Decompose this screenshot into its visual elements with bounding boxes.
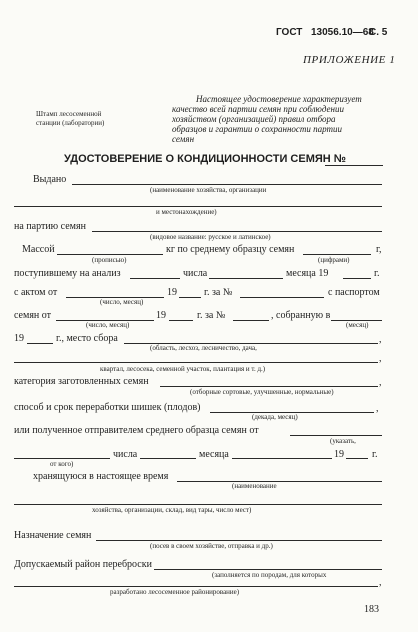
collection-place-field-2[interactable] xyxy=(14,362,378,363)
storage-hint-2: хозяйства, организации, склад, вид тары, число мест) xyxy=(92,506,252,514)
certificate-number-field[interactable] xyxy=(325,165,383,166)
date-year-prefix: 19 xyxy=(334,449,344,460)
region-hint-2: разработано лесосеменное районирование) xyxy=(110,588,240,596)
purpose-label: Назначение семян xyxy=(14,530,92,541)
batch-field[interactable] xyxy=(92,231,382,232)
collection-year-prefix: 19 xyxy=(14,333,24,344)
gost-label: ГОСТ xyxy=(276,27,303,38)
sender-field[interactable] xyxy=(290,435,382,436)
note-line-1: Настоящее удостоверение характеризует xyxy=(196,94,362,104)
region-hint-1: (заполняется по породам, для которых xyxy=(212,571,327,579)
appendix-title: ПРИЛОЖЕНИЕ 1 xyxy=(303,54,396,66)
storage-hint-1: (наименование xyxy=(232,482,277,490)
seeds-number-label: г. за № xyxy=(197,310,226,321)
seeds-number-field[interactable] xyxy=(233,320,269,321)
category-hint: (отборные сортовые, улучшенные, нормальные) xyxy=(190,388,334,396)
collection-place-hint-2: квартал, лесосека, семенной участок, плантация и т. д.) xyxy=(100,365,266,373)
purpose-field[interactable] xyxy=(96,540,382,541)
purpose-hint: (посев в своем хозяйстве, отправка и др.) xyxy=(150,542,273,550)
collection-year-field[interactable] xyxy=(27,343,53,344)
category-field[interactable] xyxy=(160,386,378,387)
batch-label: на партию семян xyxy=(14,221,86,232)
seeds-collected-label: , собранную в xyxy=(271,310,331,321)
page-label: С. 5 xyxy=(369,27,388,38)
date-month-label: месяца xyxy=(199,449,229,460)
stamp-line-1: Штамп лесосеменной xyxy=(36,110,102,118)
date-year-field[interactable] xyxy=(346,458,368,459)
received-day-field[interactable] xyxy=(130,278,180,279)
issued-field[interactable] xyxy=(72,184,382,185)
seeds-year-field[interactable] xyxy=(169,320,193,321)
date-blank-field[interactable] xyxy=(232,458,332,459)
region-label: Допускаемый район переброски xyxy=(14,559,152,570)
stamp-line-2: станции (лаборатории) xyxy=(36,119,105,127)
mass-mid-label: кг по среднему образцу семян xyxy=(166,244,295,255)
sender-label: или полученное отправителем среднего образца семян от xyxy=(14,425,259,436)
received-day-label: числа xyxy=(183,268,208,279)
mass-hint-digits: (цифрами) xyxy=(318,256,350,264)
date-year-suffix: г. xyxy=(372,449,378,460)
mass-hint-words: (прописью) xyxy=(92,256,127,264)
sender-hint-2: от кого) xyxy=(50,460,74,468)
sender-hint: (указать, xyxy=(330,437,356,445)
date-day-label: числа xyxy=(113,449,138,460)
act-number-label: г. за № xyxy=(204,287,233,298)
seeds-year-label: 19 xyxy=(156,310,166,321)
received-year-label: г. xyxy=(374,268,380,279)
note-line-2: качество всей партии семян при соблюдении xyxy=(172,104,344,114)
mass-digits-field[interactable] xyxy=(303,254,371,255)
issued-field-2[interactable] xyxy=(14,206,382,207)
standard-number: 13056.10—68 xyxy=(311,27,374,38)
date-month-field[interactable] xyxy=(140,458,196,459)
received-label: поступившему на анализ xyxy=(14,268,121,279)
region-field[interactable] xyxy=(154,569,382,570)
note-line-3: хозяйством (организацией) правил отбора xyxy=(172,114,336,124)
seeds-hint-date: (число, месяц) xyxy=(86,321,130,329)
storage-label: хранящуюся в настоящее время xyxy=(33,471,169,482)
region-field-2[interactable] xyxy=(14,586,378,587)
date-day-field[interactable] xyxy=(14,458,110,459)
act-year-field[interactable] xyxy=(179,297,201,298)
received-year-field[interactable] xyxy=(343,278,371,279)
received-month-field[interactable] xyxy=(209,278,283,279)
note-line-5: семян xyxy=(172,134,195,144)
received-month-label: месяца 19 xyxy=(286,268,329,279)
act-label: с актом от xyxy=(14,287,58,298)
mass-words-field[interactable] xyxy=(57,254,163,255)
note-line-4: образцов и гарантии о сохранности партии xyxy=(172,124,343,134)
issued-label: Выдано xyxy=(33,174,67,185)
storage-field[interactable] xyxy=(177,481,382,482)
processing-hint: (декада, месяц) xyxy=(252,413,298,421)
seeds-from-label: семян от xyxy=(14,310,52,321)
mass-end-label: г, xyxy=(376,244,382,255)
issued-hint-2: и местонахождение) xyxy=(156,208,217,216)
collection-place-label: г., место сбора xyxy=(56,333,118,344)
act-passport-label: с паспортом xyxy=(328,287,380,298)
issued-hint-1: (наименование хозяйства, организации xyxy=(150,186,267,194)
storage-field-2[interactable] xyxy=(14,504,382,505)
page-number: 183 xyxy=(364,604,379,615)
act-year-label: 19 xyxy=(167,287,177,298)
processing-label: способ и срок переработки шишек (плодов) xyxy=(14,402,201,413)
batch-hint: (видовое название: русское и латинское) xyxy=(150,233,271,241)
seeds-hint-month: (месяц) xyxy=(346,321,369,329)
mass-label: Массой xyxy=(22,244,55,255)
collection-place-hint-1: (область, лесхоз, лесничество, дача, xyxy=(150,344,257,352)
act-hint: (число, месяц) xyxy=(100,298,144,306)
act-number-field[interactable] xyxy=(240,297,324,298)
category-label: категория заготовленных семян xyxy=(14,376,149,387)
document-title: УДОСТОВЕРЕНИЕ О КОНДИЦИОННОСТИ СЕМЯН № xyxy=(64,153,347,165)
